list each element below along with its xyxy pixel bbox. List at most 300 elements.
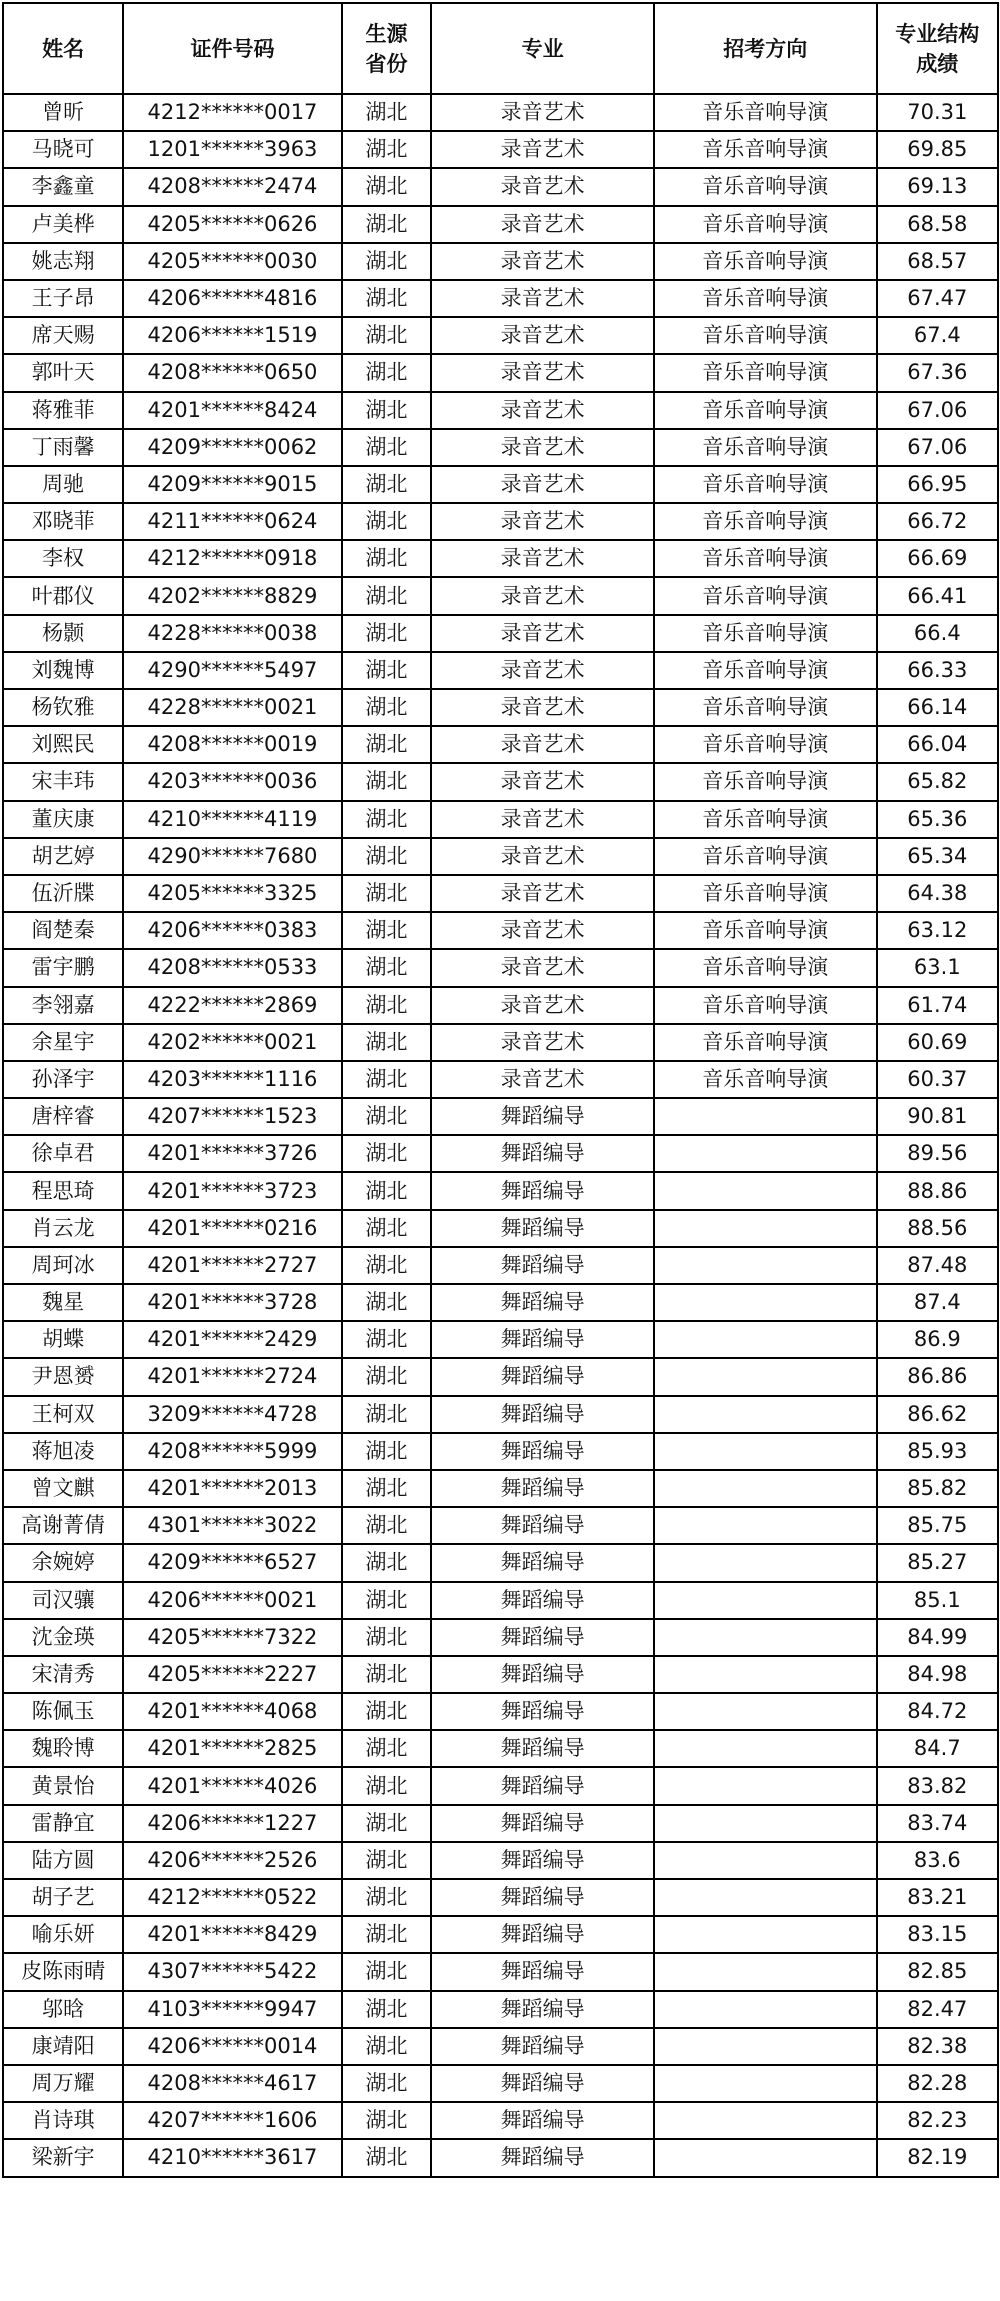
table-row [3,1172,998,1209]
cell-name: 刘熙民 [3,726,123,763]
table-row [3,1767,998,1804]
cell-direction [654,1284,877,1321]
cell-id: 4290******5497 [123,652,341,689]
cell-name: 余婉婷 [3,1544,123,1581]
cell-direction [654,1098,877,1135]
cell-score: 63.12 [877,912,998,949]
table-row [3,2139,998,2176]
cell-score: 85.1 [877,1582,998,1619]
cell-direction: 音乐音响导演 [654,317,877,354]
table-row [3,2028,998,2065]
cell-province: 湖北 [342,2139,432,2176]
cell-id: 4212******0017 [123,94,341,131]
cell-province: 湖北 [342,1321,432,1358]
cell-province: 湖北 [342,392,432,429]
cell-score: 89.56 [877,1135,998,1172]
cell-major: 舞蹈编导 [431,2028,654,2065]
cell-direction [654,1805,877,1842]
cell-id: 4208******4617 [123,2065,341,2102]
cell-province: 湖北 [342,1210,432,1247]
cell-province: 湖北 [342,280,432,317]
table-row [3,280,998,317]
cell-score: 67.36 [877,354,998,391]
cell-name: 席天赐 [3,317,123,354]
cell-province: 湖北 [342,1842,432,1879]
cell-major: 舞蹈编导 [431,1693,654,1730]
cell-major: 录音艺术 [431,615,654,652]
cell-name: 皮陈雨晴 [3,1953,123,1990]
cell-direction [654,1693,877,1730]
cell-score: 67.4 [877,317,998,354]
cell-major: 舞蹈编导 [431,1210,654,1247]
cell-name: 李翎嘉 [3,987,123,1024]
cell-major: 录音艺术 [431,94,654,131]
cell-name: 喻乐妍 [3,1916,123,1953]
cell-province: 湖北 [342,1582,432,1619]
cell-name: 周万耀 [3,2065,123,2102]
cell-score: 82.19 [877,2139,998,2176]
cell-id: 4209******6527 [123,1544,341,1581]
cell-name: 陆方圆 [3,1842,123,1879]
table-row [3,243,998,280]
cell-major: 舞蹈编导 [431,1879,654,1916]
cell-major: 录音艺术 [431,317,654,354]
cell-id: 4206******1519 [123,317,341,354]
cell-major: 录音艺术 [431,949,654,986]
cell-major: 舞蹈编导 [431,1953,654,1990]
cell-name: 程思琦 [3,1172,123,1209]
table-row [3,763,998,800]
table-row [3,354,998,391]
cell-major: 录音艺术 [431,1061,654,1098]
cell-major: 录音艺术 [431,838,654,875]
cell-score: 84.99 [877,1619,998,1656]
cell-province: 湖北 [342,689,432,726]
cell-score: 67.06 [877,392,998,429]
cell-major: 舞蹈编导 [431,1098,654,1135]
cell-direction: 音乐音响导演 [654,1061,877,1098]
cell-province: 湖北 [342,763,432,800]
cell-id: 4210******4119 [123,801,341,838]
cell-id: 4103******9947 [123,1991,341,2028]
cell-major: 舞蹈编导 [431,1507,654,1544]
cell-direction [654,1358,877,1395]
cell-major: 舞蹈编导 [431,1916,654,1953]
table-row [3,317,998,354]
cell-province: 湖北 [342,838,432,875]
cell-major: 录音艺术 [431,689,654,726]
table-row [3,949,998,986]
cell-score: 82.85 [877,1953,998,1990]
table-row [3,1619,998,1656]
cell-direction [654,1433,877,1470]
cell-score: 84.72 [877,1693,998,1730]
cell-id: 4208******0533 [123,949,341,986]
cell-province: 湖北 [342,1544,432,1581]
cell-score: 85.82 [877,1470,998,1507]
table-row [3,168,998,205]
cell-province: 湖北 [342,1693,432,1730]
cell-major: 录音艺术 [431,540,654,577]
cell-name: 周驰 [3,466,123,503]
table-row [3,1135,998,1172]
cell-province: 湖北 [342,2028,432,2065]
cell-score: 65.36 [877,801,998,838]
cell-province: 湖北 [342,243,432,280]
cell-direction: 音乐音响导演 [654,615,877,652]
cell-name: 邬晗 [3,1991,123,2028]
cell-province: 湖北 [342,317,432,354]
cell-direction [654,1507,877,1544]
cell-major: 舞蹈编导 [431,1284,654,1321]
cell-id: 4205******0030 [123,243,341,280]
table-row [3,1805,998,1842]
table-row [3,1656,998,1693]
table-row [3,912,998,949]
cell-score: 70.31 [877,94,998,131]
cell-major: 录音艺术 [431,168,654,205]
cell-direction [654,2028,877,2065]
table-row [3,2065,998,2102]
table-row [3,1953,998,1990]
cell-id: 4222******2869 [123,987,341,1024]
cell-id: 4206******0021 [123,1582,341,1619]
cell-score: 82.23 [877,2102,998,2139]
cell-major: 舞蹈编导 [431,1433,654,1470]
cell-score: 66.95 [877,466,998,503]
cell-direction [654,1767,877,1804]
cell-score: 83.6 [877,1842,998,1879]
cell-province: 湖北 [342,2065,432,2102]
cell-direction: 音乐音响导演 [654,392,877,429]
table-row [3,838,998,875]
cell-name: 曾文麒 [3,1470,123,1507]
cell-id: 4206******0383 [123,912,341,949]
cell-province: 湖北 [342,1396,432,1433]
cell-name: 曾昕 [3,94,123,131]
cell-major: 录音艺术 [431,1024,654,1061]
table-row [3,1991,998,2028]
cell-province: 湖北 [342,354,432,391]
header-province [342,3,432,94]
cell-score: 86.86 [877,1358,998,1395]
cell-province: 湖北 [342,1656,432,1693]
cell-direction [654,1470,877,1507]
results-table [2,2,999,2178]
cell-score: 88.56 [877,1210,998,1247]
table-row [3,392,998,429]
cell-direction: 音乐音响导演 [654,801,877,838]
table-row [3,1210,998,1247]
cell-province: 湖北 [342,94,432,131]
cell-score: 66.4 [877,615,998,652]
cell-score: 68.57 [877,243,998,280]
cell-score: 90.81 [877,1098,998,1135]
cell-direction [654,1321,877,1358]
cell-major: 录音艺术 [431,392,654,429]
cell-direction: 音乐音响导演 [654,429,877,466]
cell-major: 舞蹈编导 [431,1842,654,1879]
cell-major: 舞蹈编导 [431,1470,654,1507]
cell-province: 湖北 [342,1916,432,1953]
cell-id: 4207******1523 [123,1098,341,1135]
cell-direction: 音乐音响导演 [654,94,877,131]
cell-direction [654,1619,877,1656]
table-row [3,429,998,466]
cell-score: 61.74 [877,987,998,1024]
cell-direction: 音乐音响导演 [654,652,877,689]
cell-score: 67.47 [877,280,998,317]
cell-province: 湖北 [342,1991,432,2028]
cell-direction [654,1879,877,1916]
table-row [3,1544,998,1581]
cell-province: 湖北 [342,1879,432,1916]
cell-score: 82.38 [877,2028,998,2065]
cell-major: 录音艺术 [431,466,654,503]
cell-name: 蒋雅菲 [3,392,123,429]
cell-id: 3209******4728 [123,1396,341,1433]
cell-score: 83.74 [877,1805,998,1842]
table-row [3,1358,998,1395]
cell-major: 录音艺术 [431,875,654,912]
cell-name: 胡子艺 [3,1879,123,1916]
cell-name: 宋丰玮 [3,763,123,800]
cell-province: 湖北 [342,1061,432,1098]
table-row [3,466,998,503]
cell-id: 4201******4026 [123,1767,341,1804]
cell-direction [654,2139,877,2176]
cell-score: 60.37 [877,1061,998,1098]
cell-major: 舞蹈编导 [431,1247,654,1284]
cell-major: 舞蹈编导 [431,1619,654,1656]
header-row [3,3,998,94]
cell-direction: 音乐音响导演 [654,503,877,540]
cell-province: 湖北 [342,912,432,949]
table-row [3,652,998,689]
cell-id: 4211******0624 [123,503,341,540]
cell-direction: 音乐音响导演 [654,689,877,726]
cell-id: 4201******8424 [123,392,341,429]
cell-id: 4206******2526 [123,1842,341,1879]
cell-score: 66.14 [877,689,998,726]
header-direction: 招考方向 [654,3,877,94]
cell-id: 4201******2727 [123,1247,341,1284]
cell-name: 王柯双 [3,1396,123,1433]
cell-direction: 音乐音响导演 [654,168,877,205]
cell-id: 4205******7322 [123,1619,341,1656]
table-row [3,875,998,912]
cell-id: 4307******5422 [123,1953,341,1990]
cell-id: 4208******0650 [123,354,341,391]
cell-major: 录音艺术 [431,577,654,614]
cell-name: 杨钦雅 [3,689,123,726]
table-row [3,206,998,243]
cell-name: 郭叶天 [3,354,123,391]
cell-id: 4209******0062 [123,429,341,466]
cell-id: 4201******3723 [123,1172,341,1209]
cell-province: 湖北 [342,577,432,614]
cell-id: 4203******0036 [123,763,341,800]
table-row [3,1582,998,1619]
cell-direction [654,2065,877,2102]
cell-major: 舞蹈编导 [431,1396,654,1433]
cell-id: 4201******2013 [123,1470,341,1507]
cell-name: 宋清秀 [3,1656,123,1693]
table-header [3,3,998,94]
cell-name: 魏聆博 [3,1730,123,1767]
cell-direction [654,1916,877,1953]
cell-id: 4201******3728 [123,1284,341,1321]
cell-province: 湖北 [342,1619,432,1656]
cell-province: 湖北 [342,540,432,577]
cell-province: 湖北 [342,206,432,243]
cell-major: 舞蹈编导 [431,1656,654,1693]
table-row [3,1321,998,1358]
cell-province: 湖北 [342,801,432,838]
table-row [3,1916,998,1953]
cell-id: 4201******3726 [123,1135,341,1172]
cell-score: 68.58 [877,206,998,243]
cell-major: 舞蹈编导 [431,1172,654,1209]
cell-major: 录音艺术 [431,912,654,949]
cell-province: 湖北 [342,1433,432,1470]
table-row [3,2102,998,2139]
cell-direction [654,1396,877,1433]
cell-id: 4228******0038 [123,615,341,652]
cell-score: 87.4 [877,1284,998,1321]
cell-direction: 音乐音响导演 [654,912,877,949]
cell-score: 60.69 [877,1024,998,1061]
cell-name: 刘魏博 [3,652,123,689]
cell-name: 雷宇鹏 [3,949,123,986]
cell-id: 4201******0216 [123,1210,341,1247]
cell-province: 湖北 [342,1135,432,1172]
cell-major: 录音艺术 [431,801,654,838]
cell-name: 康靖阳 [3,2028,123,2065]
cell-name: 蒋旭凌 [3,1433,123,1470]
cell-name: 唐梓睿 [3,1098,123,1135]
cell-major: 录音艺术 [431,763,654,800]
cell-id: 4201******2429 [123,1321,341,1358]
cell-id: 4201******2825 [123,1730,341,1767]
cell-score: 83.21 [877,1879,998,1916]
cell-major: 舞蹈编导 [431,2102,654,2139]
cell-province: 湖北 [342,429,432,466]
cell-score: 88.86 [877,1172,998,1209]
cell-major: 录音艺术 [431,726,654,763]
cell-name: 李鑫童 [3,168,123,205]
cell-score: 85.27 [877,1544,998,1581]
cell-id: 4205******2227 [123,1656,341,1693]
table-row [3,540,998,577]
cell-direction: 音乐音响导演 [654,131,877,168]
cell-score: 66.41 [877,577,998,614]
cell-name: 高谢菁倩 [3,1507,123,1544]
header-major: 专业 [431,3,654,94]
cell-province: 湖北 [342,1507,432,1544]
cell-direction: 音乐音响导演 [654,875,877,912]
cell-direction: 音乐音响导演 [654,838,877,875]
cell-direction: 音乐音响导演 [654,577,877,614]
cell-province: 湖北 [342,949,432,986]
cell-id: 4206******1227 [123,1805,341,1842]
cell-direction [654,1991,877,2028]
cell-province: 湖北 [342,131,432,168]
header-province-label: 生源省份 [365,21,408,76]
cell-direction [654,1582,877,1619]
cell-province: 湖北 [342,615,432,652]
table-row [3,1842,998,1879]
cell-province: 湖北 [342,1953,432,1990]
cell-name: 陈佩玉 [3,1693,123,1730]
cell-name: 卢美桦 [3,206,123,243]
cell-name: 肖诗琪 [3,2102,123,2139]
cell-id: 4206******0014 [123,2028,341,2065]
cell-id: 4205******0626 [123,206,341,243]
cell-score: 85.75 [877,1507,998,1544]
cell-name: 余星宇 [3,1024,123,1061]
cell-score: 64.38 [877,875,998,912]
table-body [3,94,998,2177]
cell-direction: 音乐音响导演 [654,1024,877,1061]
cell-province: 湖北 [342,1284,432,1321]
cell-province: 湖北 [342,466,432,503]
cell-name: 丁雨馨 [3,429,123,466]
cell-name: 魏星 [3,1284,123,1321]
cell-name: 梁新宇 [3,2139,123,2176]
table-row [3,1396,998,1433]
cell-id: 4228******0021 [123,689,341,726]
cell-name: 李权 [3,540,123,577]
cell-direction [654,1656,877,1693]
cell-direction [654,1172,877,1209]
table-row [3,1284,998,1321]
cell-province: 湖北 [342,503,432,540]
cell-direction [654,1953,877,1990]
cell-major: 舞蹈编导 [431,1582,654,1619]
cell-score: 85.93 [877,1433,998,1470]
cell-id: 4210******3617 [123,2139,341,2176]
cell-name: 司汉骧 [3,1582,123,1619]
cell-province: 湖北 [342,1358,432,1395]
table-row [3,94,998,131]
cell-id: 4212******0522 [123,1879,341,1916]
cell-id: 4208******0019 [123,726,341,763]
cell-id: 4202******0021 [123,1024,341,1061]
cell-id: 4209******9015 [123,466,341,503]
cell-score: 87.48 [877,1247,998,1284]
cell-name: 沈金瑛 [3,1619,123,1656]
cell-name: 叶郡仪 [3,577,123,614]
cell-direction [654,1210,877,1247]
header-id: 证件号码 [123,3,341,94]
table-row [3,131,998,168]
cell-direction [654,1135,877,1172]
cell-direction: 音乐音响导演 [654,280,877,317]
cell-score: 84.98 [877,1656,998,1693]
cell-id: 4208******5999 [123,1433,341,1470]
cell-direction [654,1247,877,1284]
cell-score: 69.13 [877,168,998,205]
table-row [3,801,998,838]
header-name: 姓名 [3,3,123,94]
cell-major: 舞蹈编导 [431,1805,654,1842]
cell-direction: 音乐音响导演 [654,466,877,503]
cell-major: 舞蹈编导 [431,1730,654,1767]
cell-major: 录音艺术 [431,206,654,243]
cell-direction: 音乐音响导演 [654,726,877,763]
cell-major: 录音艺术 [431,429,654,466]
